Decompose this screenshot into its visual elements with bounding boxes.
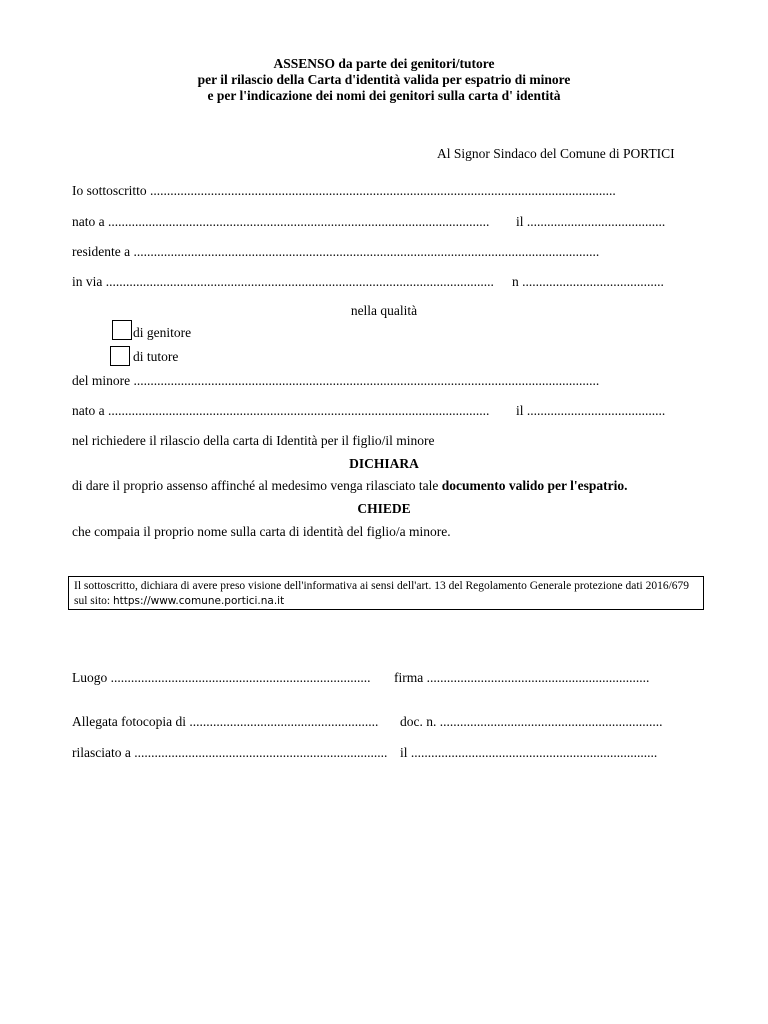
form-title-line-2: per il rilascio della Carta d'identità valida per espatrio di minore xyxy=(197,72,571,87)
attached-copy-field[interactable]: Allegata fotocopia di ........................................................ xyxy=(72,714,379,729)
guardian-checkbox[interactable] xyxy=(110,346,130,366)
asks-heading: CHIEDE xyxy=(357,501,411,516)
parent-checkbox[interactable] xyxy=(112,320,132,340)
declares-statement xyxy=(72,478,628,494)
form-title-line-3: e per l'indicazione dei nomi dei genitori sulla carta d' identità xyxy=(207,88,561,103)
request-text: nel richiedere il rilascio della carta di Identità per il figlio/il minore xyxy=(72,433,435,448)
declares-heading: DICHIARA xyxy=(349,456,419,471)
birthplace-field[interactable]: nato a ................................................................................................................. xyxy=(72,214,490,229)
recipient-line: Al Signor Sindaco del Comune di PORTICI xyxy=(437,146,675,161)
birthdate-field[interactable]: il ......................................... xyxy=(516,214,666,229)
capacity-label: nella qualità xyxy=(350,303,418,318)
signature-field[interactable]: firma .................................................................. xyxy=(394,670,650,685)
undersigned-field[interactable]: Io sottoscritto .......................................................................................................................................... xyxy=(72,183,616,198)
issued-by-field[interactable]: rilasciato a ........................................................................... xyxy=(72,745,388,760)
street-number-field[interactable]: n .......................................... xyxy=(512,274,664,289)
declares-bold-text: documento valido per l'espatrio. xyxy=(441,478,628,493)
document-number-field[interactable]: doc. n. .................................................................. xyxy=(400,714,663,729)
street-field[interactable]: in via ................................................................................................................... xyxy=(72,274,494,289)
form-title-line-1: ASSENSO da parte dei genitori/tutore xyxy=(273,56,495,71)
privacy-notice-box xyxy=(68,576,704,610)
minor-birthdate-field[interactable]: il ......................................... xyxy=(516,403,666,418)
privacy-notice-url[interactable]: https://www.comune.portici.na.it xyxy=(112,595,285,607)
declares-text: di dare il proprio assenso affinché al medesimo venga rilasciato tale xyxy=(72,478,442,493)
privacy-notice-text: Il sottoscritto, dichiara di avere preso visione dell'informativa ai sensi dell'art. 13 del Regolamento Generale protezione dati 2016/679 sul sito: xyxy=(74,580,690,607)
place-field[interactable]: Luogo ............................................................................. xyxy=(72,670,371,685)
residence-field[interactable]: residente a .......................................................................................................................................... xyxy=(72,244,600,259)
issued-date-field[interactable]: il ......................................................................... xyxy=(400,745,658,760)
asks-text: che compaia il proprio nome sulla carta di identità del figlio/a minore. xyxy=(72,524,451,539)
minor-name-field[interactable]: del minore .......................................................................................................................................... xyxy=(72,373,600,388)
parent-option-label: di genitore xyxy=(133,325,192,340)
minor-birthplace-field[interactable]: nato a ................................................................................................................. xyxy=(72,403,490,418)
guardian-option-label: di tutore xyxy=(133,349,179,364)
